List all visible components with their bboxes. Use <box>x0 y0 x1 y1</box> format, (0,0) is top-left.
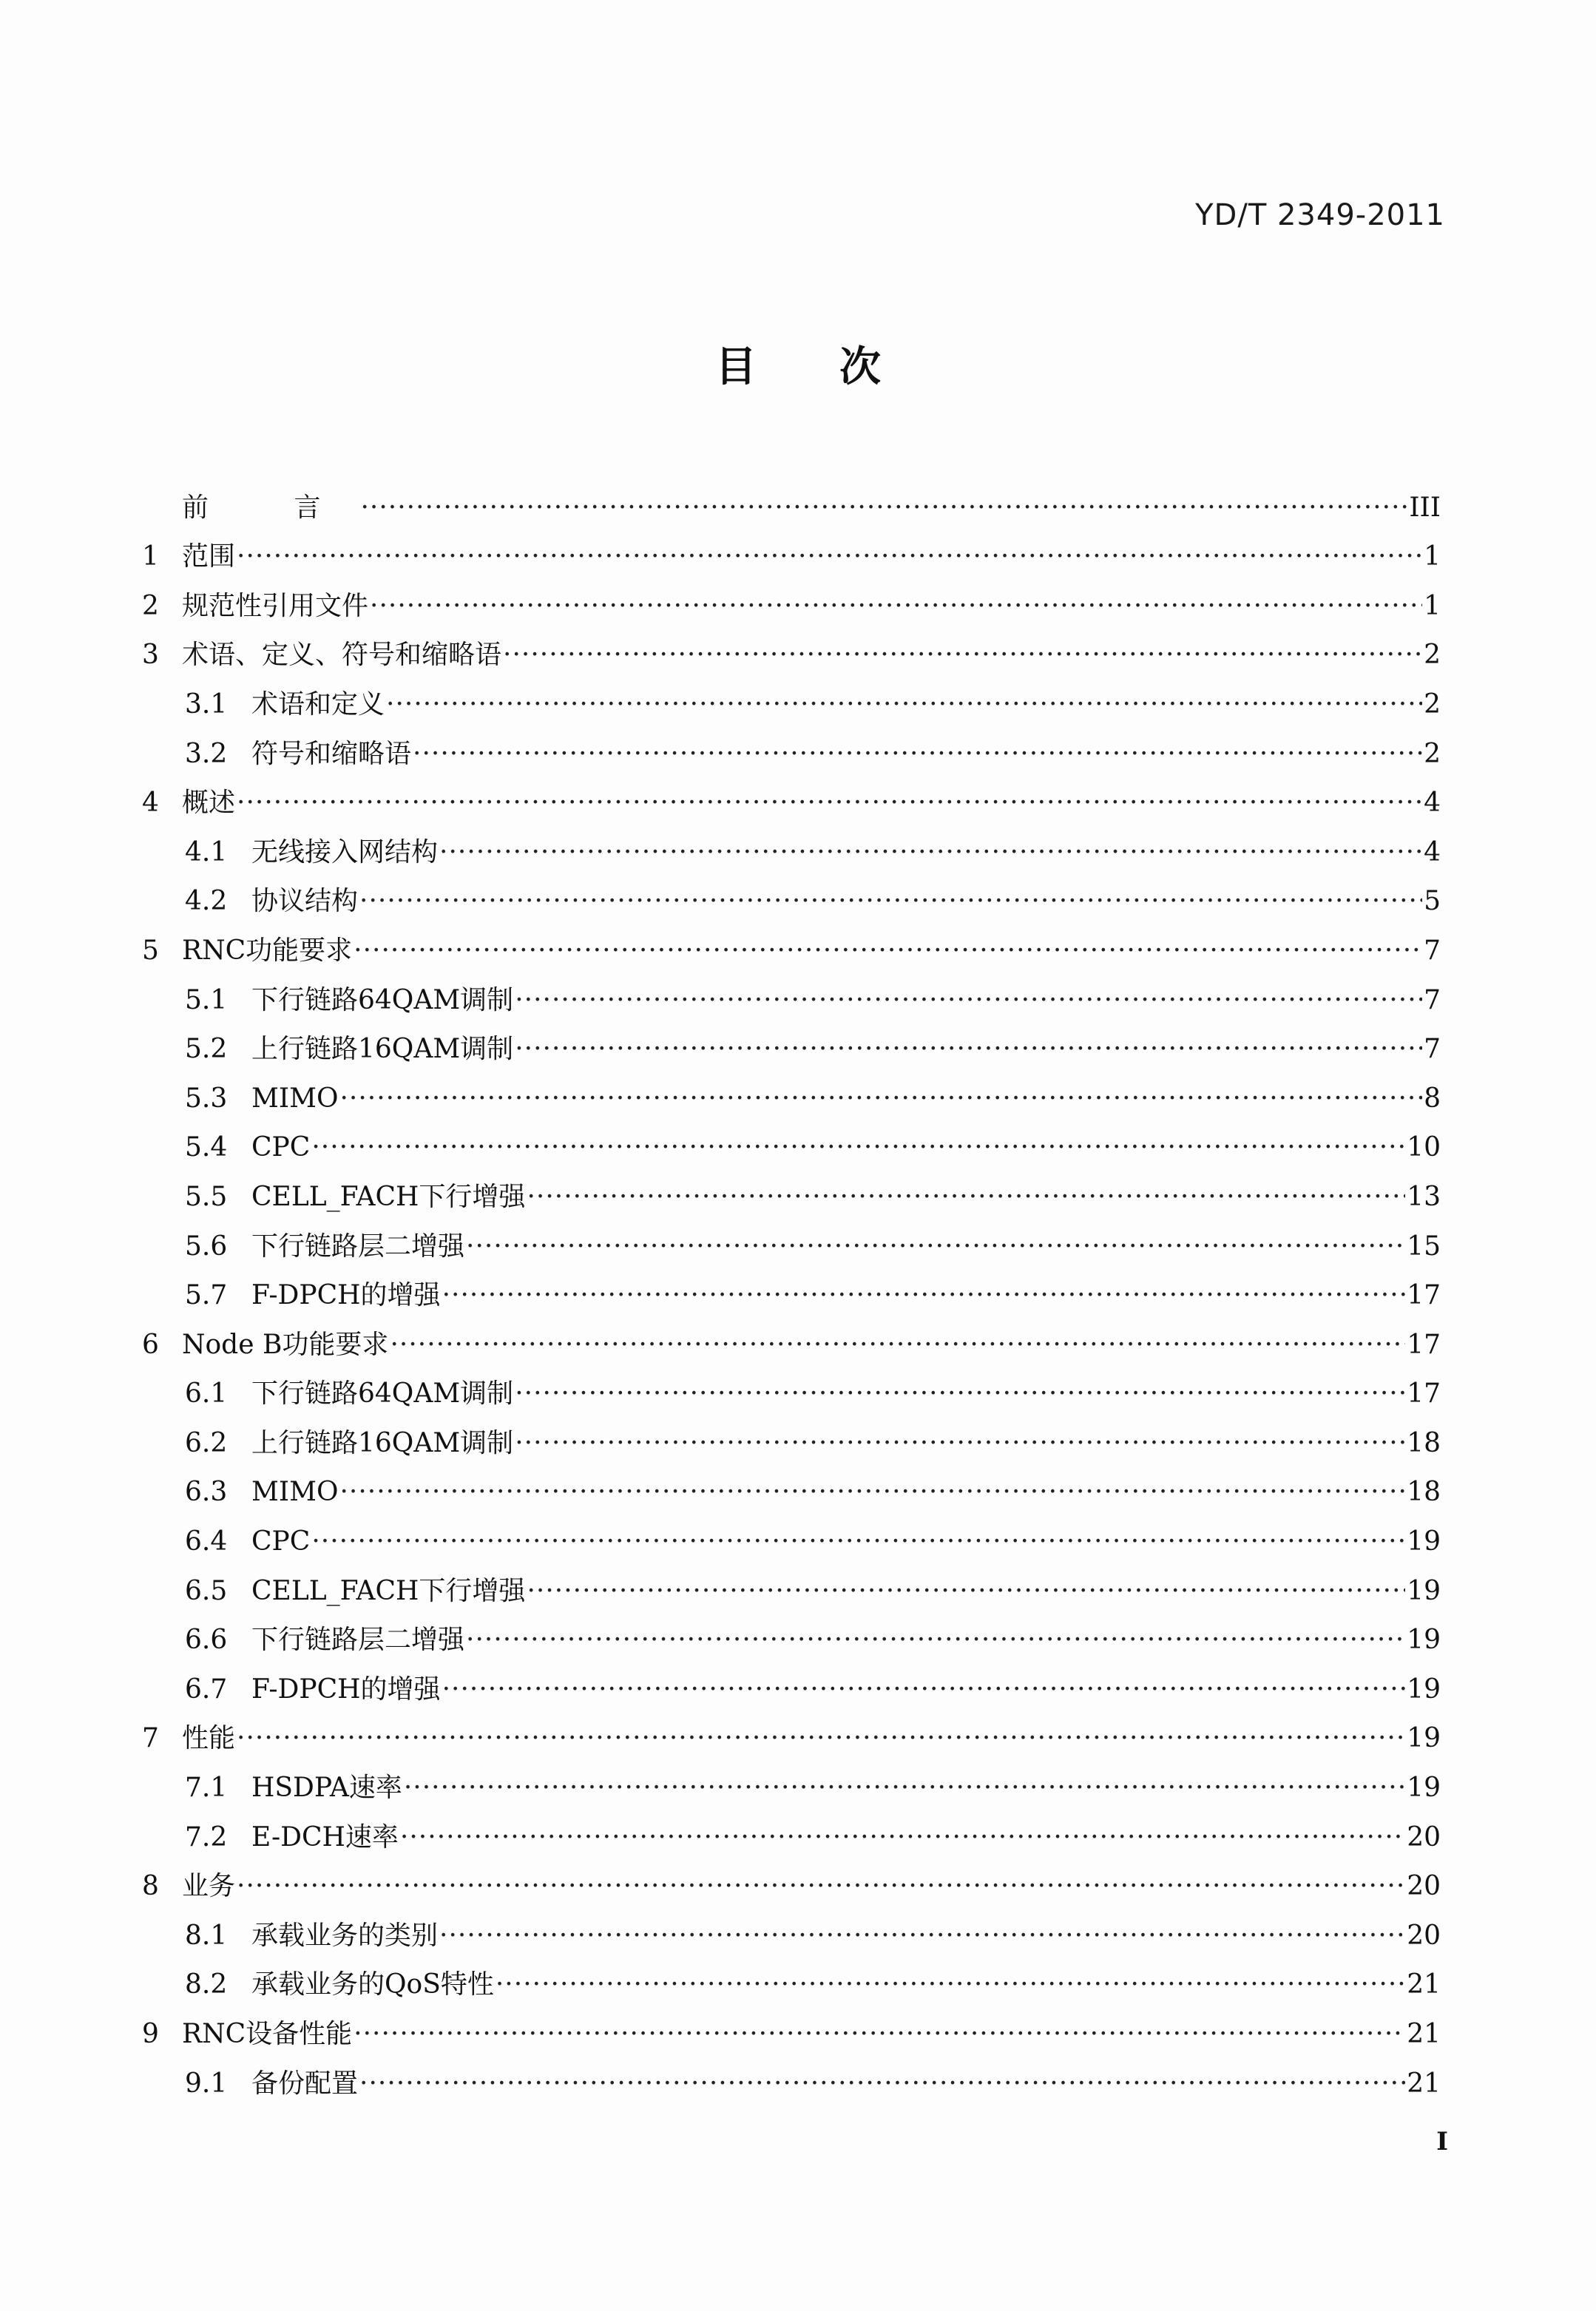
toc-leader-dots <box>359 2068 1405 2100</box>
toc-leader-dots <box>237 541 1422 573</box>
toc-entry-label: 协议结构 <box>251 886 359 917</box>
toc-entry[interactable] <box>142 671 1441 721</box>
toc-entry-page: 19 <box>1407 1625 1441 1656</box>
toc-entry-page: 17 <box>1407 1378 1441 1410</box>
toc-entry[interactable] <box>142 1164 1441 1214</box>
toc-entry[interactable] <box>142 1903 1441 1952</box>
toc-leader-dots <box>360 492 1407 524</box>
toc-entry-number: 9.1 <box>185 2068 228 2099</box>
toc-entry-number: 6.4 <box>185 1526 228 1557</box>
toc-entry-page: 4 <box>1424 788 1441 819</box>
toc-entry-number: 8 <box>142 1871 159 1902</box>
toc-entry-number: 5.1 <box>185 984 228 1015</box>
toc-entry-label: CPC <box>251 1132 311 1163</box>
toc-entry[interactable] <box>142 1066 1441 1115</box>
toc-entry[interactable] <box>142 1115 1441 1165</box>
toc-entry-label: MIMO <box>251 1477 339 1508</box>
toc-leader-dots <box>370 590 1422 623</box>
page-number: I <box>1436 2127 1448 2156</box>
toc-entry-page: 7 <box>1424 984 1441 1015</box>
toc-entry-number: 9 <box>142 2019 159 2049</box>
toc-entry[interactable] <box>142 1657 1441 1706</box>
toc-entry-page: 2 <box>1424 640 1441 671</box>
toc-entry-page: 1 <box>1424 590 1441 621</box>
toc-leader-dots <box>442 1674 1406 1706</box>
toc-entry-page: 5 <box>1424 886 1441 917</box>
toc-entry-label: 下行链路64QAM调制 <box>251 1378 514 1410</box>
toc-entry-page: 8 <box>1424 1083 1441 1114</box>
toc-entry-page: 7 <box>1424 935 1441 966</box>
toc-entry-number: 3 <box>142 640 159 671</box>
toc-entry-number: 5.3 <box>185 1083 228 1114</box>
toc-entry-number: 7.2 <box>185 1821 228 1852</box>
toc-entry-number: 3.1 <box>185 688 228 720</box>
toc-entry-label: 性能 <box>182 1723 236 1754</box>
toc-entry[interactable] <box>142 967 1441 1017</box>
toc-entry-page: 21 <box>1407 2019 1441 2049</box>
toc-leader-dots <box>404 1772 1405 1804</box>
toc-entry[interactable] <box>142 1804 1441 1854</box>
toc-leader-dots <box>359 885 1422 918</box>
toc-leader-dots <box>390 1329 1405 1361</box>
toc-entry-number: 5.5 <box>185 1181 228 1212</box>
toc-entry-number: 4 <box>142 788 159 819</box>
toc-entry-label: 业务 <box>182 1871 236 1902</box>
toc-entry[interactable] <box>142 1509 1441 1558</box>
toc-entry-label: 规范性引用文件 <box>182 590 369 621</box>
toc-entry-label: 承载业务的QoS特性 <box>251 1969 494 2000</box>
toc-leader-dots <box>413 738 1422 771</box>
toc-entry-page: 2 <box>1424 738 1441 769</box>
toc-entry-number: 3.2 <box>185 738 228 769</box>
toc-entry-label: HSDPA速率 <box>251 1773 402 1804</box>
toc-leader-dots <box>515 1427 1405 1460</box>
toc-entry-page: 20 <box>1407 1871 1441 1902</box>
toc-leader-dots <box>503 639 1422 671</box>
toc-entry-label: 备份配置 <box>251 2068 359 2099</box>
toc-entry[interactable] <box>142 1410 1441 1460</box>
toc-entry-label: 下行链路层二增强 <box>251 1231 465 1262</box>
toc-entry-number: 2 <box>142 590 159 621</box>
toc-entry-number: 1 <box>142 541 159 572</box>
toc-leader-dots <box>354 2018 1405 2051</box>
toc-title <box>0 334 1596 393</box>
toc-entry-label: 下行链路64QAM调制 <box>251 984 514 1015</box>
toc-leader-dots <box>439 1920 1405 1952</box>
toc-entry-page: 19 <box>1407 1773 1441 1804</box>
toc-entry[interactable] <box>142 1854 1441 1904</box>
toc-leader-dots <box>311 1526 1405 1558</box>
toc-entry-label: E-DCH速率 <box>251 1821 399 1852</box>
toc-entry-number: 5.6 <box>185 1231 228 1262</box>
toc-entry-number: 5.4 <box>185 1132 228 1163</box>
toc-entry-label: 无线接入网结构 <box>251 836 439 867</box>
toc-entry-number: 4.2 <box>185 886 228 917</box>
toc-entry-page: 10 <box>1407 1132 1441 1163</box>
toc-entry-page: 19 <box>1407 1723 1441 1754</box>
toc-entry-page: 19 <box>1407 1526 1441 1557</box>
toc-entry-number: 7.1 <box>185 1773 228 1804</box>
toc-title-char-1: 目 <box>715 343 757 391</box>
toc-entry-number: 6 <box>142 1329 159 1360</box>
document-code: YD/T 2349-2011 <box>1195 198 1445 232</box>
toc-entry-label: F-DPCH的增强 <box>251 1674 441 1705</box>
toc-leader-dots <box>400 1821 1405 1854</box>
toc-entry-number: 4.1 <box>185 836 228 867</box>
toc-entry[interactable] <box>142 1558 1441 1608</box>
toc-leader-dots <box>439 836 1422 869</box>
toc-leader-dots <box>527 1181 1405 1214</box>
toc-entry-number: 5 <box>142 935 159 966</box>
toc-entry-label: 术语和定义 <box>251 688 385 720</box>
toc-entry-number: 6.3 <box>185 1477 228 1508</box>
toc-entry-label: 上行链路16QAM调制 <box>251 1034 514 1065</box>
toc-leader-dots <box>354 935 1422 967</box>
toc-entry-page: 2 <box>1424 688 1441 720</box>
toc-entry-number: 6.1 <box>185 1378 228 1410</box>
toc-entry-label: 符号和缩略语 <box>251 738 412 769</box>
toc-entry-number: 6.6 <box>185 1625 228 1656</box>
toc-leader-dots <box>339 1083 1422 1115</box>
toc-entry-page: 19 <box>1407 1674 1441 1705</box>
toc-entry-number: 6.5 <box>185 1575 228 1606</box>
toc-entry-label: MIMO <box>251 1083 339 1114</box>
toc-entry[interactable] <box>142 623 1441 672</box>
toc-entry-number: 8.1 <box>185 1920 228 1951</box>
toc-leader-dots <box>515 984 1422 1017</box>
toc-entry-label: 术语、定义、符号和缩略语 <box>182 640 502 671</box>
toc-entry-page: 20 <box>1407 1920 1441 1951</box>
toc-entry[interactable] <box>142 524 1441 574</box>
toc-entry-number: 5.2 <box>185 1034 228 1065</box>
toc-entry-label: 范围 <box>182 541 236 572</box>
toc-entry[interactable] <box>142 573 1441 623</box>
table-of-contents <box>142 475 1441 2100</box>
toc-entry[interactable] <box>142 1952 1441 2002</box>
toc-entry[interactable] <box>142 475 1441 524</box>
toc-entry-label: RNC功能要求 <box>182 935 353 966</box>
toc-entry-page: III <box>1409 492 1441 523</box>
toc-entry-label: Node B功能要求 <box>182 1329 389 1360</box>
toc-entry[interactable] <box>142 771 1441 820</box>
toc-entry-number: 6.2 <box>185 1427 228 1458</box>
toc-leader-dots <box>496 1969 1405 2001</box>
toc-entry-page: 18 <box>1407 1477 1441 1508</box>
toc-entry-label: 概述 <box>182 788 236 819</box>
toc-entry[interactable] <box>142 2001 1441 2051</box>
toc-entry-label: RNC设备性能 <box>182 2019 353 2049</box>
toc-entry-label: 前 言 <box>182 492 359 523</box>
toc-entry[interactable] <box>142 1017 1441 1066</box>
toc-entry-label: F-DPCH的增强 <box>251 1280 441 1311</box>
toc-entry-label: 上行链路16QAM调制 <box>251 1427 514 1458</box>
toc-entry[interactable] <box>142 721 1441 771</box>
toc-entry[interactable] <box>142 1755 1441 1804</box>
toc-entry[interactable] <box>142 1361 1441 1411</box>
toc-leader-dots <box>442 1279 1406 1312</box>
toc-entry[interactable] <box>142 1706 1441 1756</box>
toc-entry-page: 20 <box>1407 1821 1441 1852</box>
toc-entry-page: 18 <box>1407 1427 1441 1458</box>
toc-leader-dots <box>527 1575 1405 1608</box>
toc-entry[interactable] <box>142 1214 1441 1263</box>
toc-entry[interactable] <box>142 869 1441 918</box>
toc-entry-page: 15 <box>1407 1231 1441 1262</box>
toc-entry-page: 13 <box>1407 1181 1441 1212</box>
toc-entry-number: 5.7 <box>185 1280 228 1311</box>
toc-entry[interactable] <box>142 1608 1441 1657</box>
toc-entry-number: 7 <box>142 1723 159 1754</box>
toc-entry-label: CELL_FACH下行增强 <box>251 1181 526 1212</box>
toc-entry-number: 8.2 <box>185 1969 228 2000</box>
toc-entry-label: 承载业务的类别 <box>251 1920 439 1951</box>
toc-entry[interactable] <box>142 2051 1441 2100</box>
toc-leader-dots <box>466 1624 1405 1657</box>
toc-leader-dots <box>515 1378 1405 1410</box>
toc-leader-dots <box>466 1231 1405 1263</box>
toc-entry-number: 6.7 <box>185 1674 228 1705</box>
toc-entry-page: 4 <box>1424 836 1441 867</box>
toc-entry-page: 7 <box>1424 1034 1441 1065</box>
toc-leader-dots <box>311 1131 1405 1164</box>
toc-entry[interactable] <box>142 1263 1441 1313</box>
toc-leader-dots <box>237 1870 1405 1903</box>
toc-entry-page: 17 <box>1407 1329 1441 1360</box>
toc-entry-page: 19 <box>1407 1575 1441 1606</box>
toc-leader-dots <box>339 1476 1405 1509</box>
toc-leader-dots <box>237 787 1422 819</box>
toc-title-char-2: 次 <box>839 343 881 391</box>
toc-entry[interactable] <box>142 819 1441 869</box>
toc-entry-page: 21 <box>1407 2068 1441 2099</box>
toc-entry-label: CPC <box>251 1526 311 1557</box>
toc-leader-dots <box>237 1722 1405 1755</box>
toc-entry-label: 下行链路层二增强 <box>251 1625 465 1656</box>
toc-entry-page: 21 <box>1407 1969 1441 2000</box>
toc-entry-page: 1 <box>1424 541 1441 572</box>
toc-entry[interactable] <box>142 1312 1441 1361</box>
toc-entry-page: 17 <box>1407 1280 1441 1311</box>
toc-leader-dots <box>515 1033 1422 1066</box>
toc-entry-label: CELL_FACH下行增强 <box>251 1575 526 1606</box>
toc-leader-dots <box>386 688 1422 721</box>
toc-entry[interactable] <box>142 918 1441 967</box>
toc-entry[interactable] <box>142 1460 1441 1509</box>
